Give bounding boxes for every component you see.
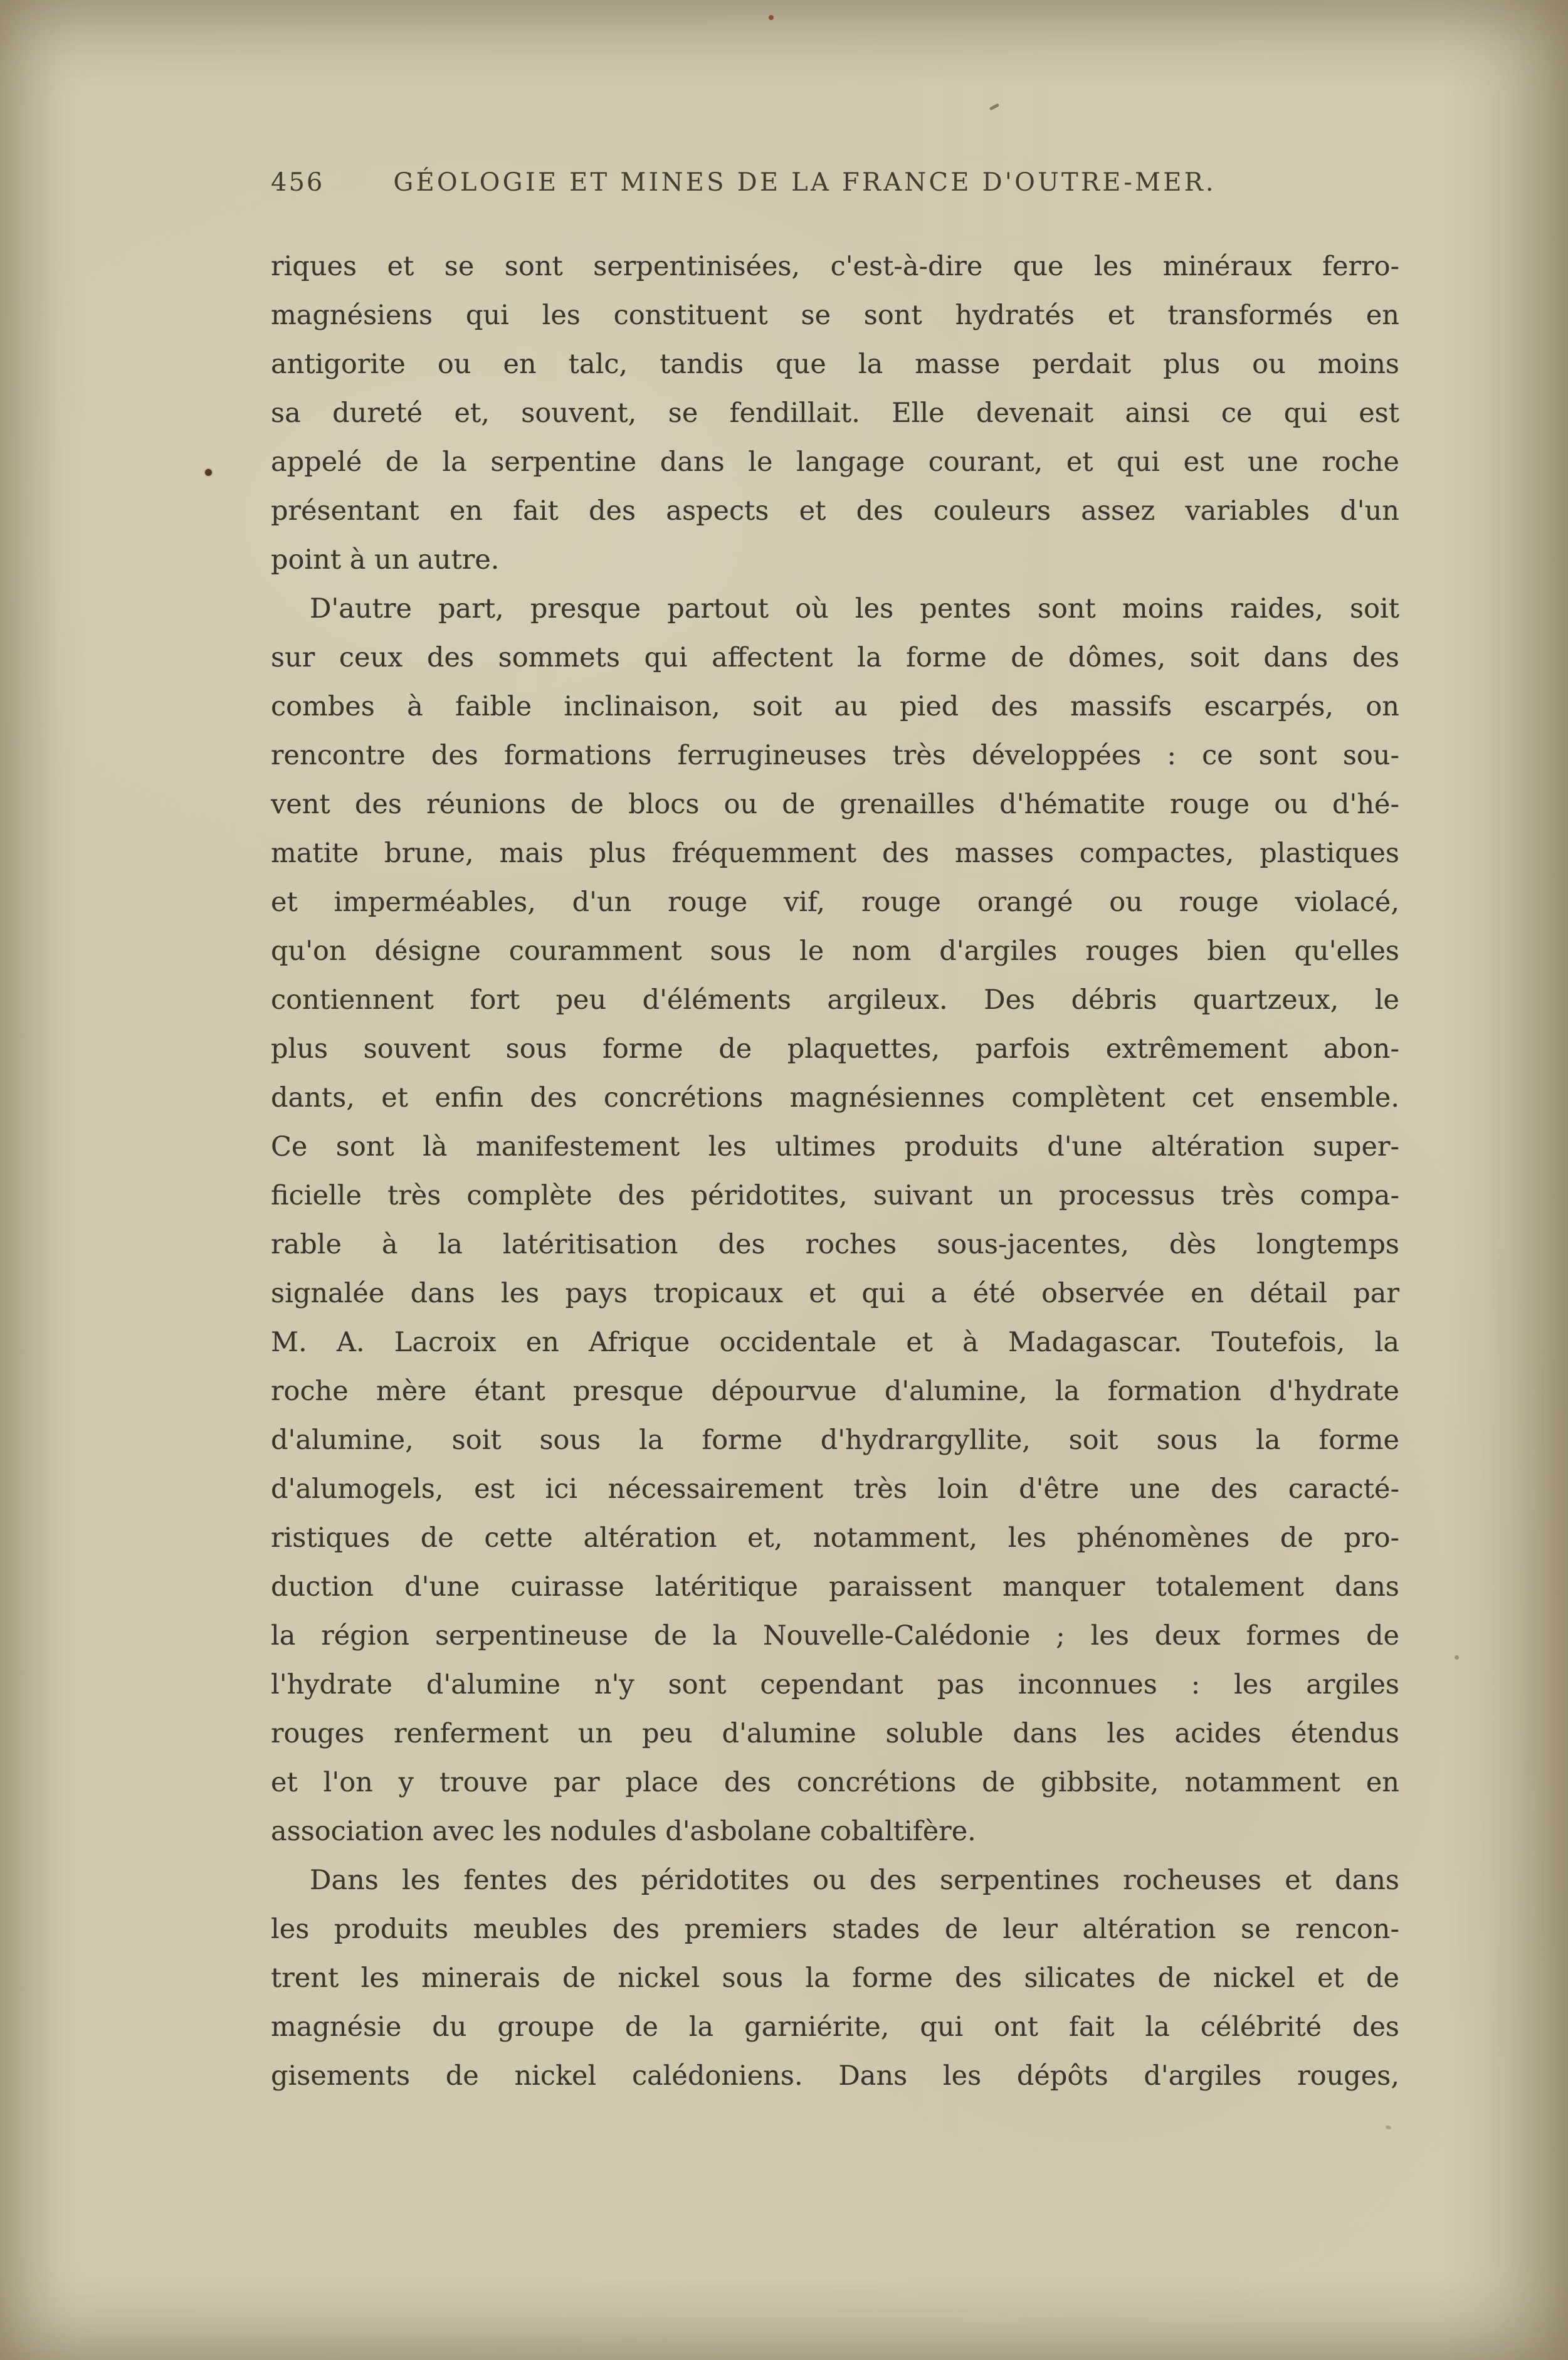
text-line: gisements de nickel calédoniens. Dans les dépôts d'argiles rouges, xyxy=(271,2060,1399,2092)
page-header xyxy=(271,168,1399,197)
ink-speck xyxy=(205,469,212,476)
text-line: sur ceux des sommets qui affectent la forme de dômes, soit dans des xyxy=(271,642,1399,673)
text-line: les produits meubles des premiers stades de leur altération se rencon- xyxy=(271,1914,1399,1945)
text-line: ristiques de cette altération et, notamment, les phénomènes de pro- xyxy=(271,1522,1399,1554)
ink-speck xyxy=(1385,2125,1391,2130)
text-line: matite brune, mais plus fréquemment des masses compactes, plastiques xyxy=(271,838,1399,869)
text-line: plus souvent sous forme de plaquettes, parfois extrêmement abon- xyxy=(271,1033,1399,1065)
text-line: présentant en fait des aspects et des couleurs assez variables d'un xyxy=(271,495,1399,527)
text-block xyxy=(271,242,1399,2100)
text-line: trent les minerais de nickel sous la forme des silicates de nickel et de xyxy=(271,1962,1399,1994)
page-number: 456 xyxy=(271,168,325,197)
ink-speck xyxy=(769,15,774,20)
text-line: d'alumogels, est ici nécessairement très loin d'être une des caracté- xyxy=(271,1473,1399,1505)
ink-speck xyxy=(989,103,999,111)
text-line: magnésie du groupe de la garniérite, qui ont fait la célébrité des xyxy=(271,2011,1399,2043)
text-line: Dans les fentes des péridotites ou des serpentines rocheuses et dans xyxy=(310,1865,1399,1896)
text-line: rouges renferment un peu d'alumine soluble dans les acides étendus xyxy=(271,1718,1399,1749)
text-line: riques et se sont serpentinisées, c'est-à-dire que les minéraux ferro- xyxy=(271,251,1399,282)
text-line: la région serpentineuse de la Nouvelle-Calédonie ; les deux formes de xyxy=(271,1620,1399,1651)
text-line: d'alumine, soit sous la forme d'hydrargyllite, soit sous la forme xyxy=(271,1425,1399,1456)
text-line: appelé de la serpentine dans le langage courant, et qui est une roche xyxy=(271,446,1399,478)
text-line: rable à la latéritisation des roches sous-jacentes, dès longtemps xyxy=(271,1229,1399,1260)
text-line: signalée dans les pays tropicaux et qui a été observée en détail par xyxy=(271,1278,1399,1309)
text-line: magnésiens qui les constituent se sont hydratés et transformés en xyxy=(271,300,1399,331)
text-line: l'hydrate d'alumine n'y sont cependant pas inconnues : les argiles xyxy=(271,1669,1399,1700)
text-line: Ce sont là manifestement les ultimes produits d'une altération super- xyxy=(271,1131,1399,1162)
text-line: roche mère étant presque dépourvue d'alumine, la formation d'hydrate xyxy=(271,1376,1399,1407)
text-line: duction d'une cuirasse latéritique paraissent manquer totalement dans xyxy=(271,1571,1399,1603)
text-line: dants, et enfin des concrétions magnésiennes complètent cet ensemble. xyxy=(271,1082,1399,1114)
text-line: sa dureté et, souvent, se fendillait. Elle devenait ainsi ce qui est xyxy=(271,398,1399,429)
ink-speck xyxy=(1455,1655,1459,1660)
text-line: combes à faible inclinaison, soit au pied des massifs escarpés, on xyxy=(271,691,1399,722)
running-title: GÉOLOGIE ET MINES DE LA FRANCE D'OUTRE-MER. xyxy=(393,168,1216,197)
text-line: association avec les nodules d'asbolane cobaltifère. xyxy=(271,1816,976,1847)
text-line: point à un autre. xyxy=(271,544,500,576)
text-line: contiennent fort peu d'éléments argileux. Des débris quartzeux, le xyxy=(271,984,1399,1016)
text-line: qu'on désigne couramment sous le nom d'argiles rouges bien qu'elles xyxy=(271,935,1399,967)
text-line: rencontre des formations ferrugineuses très développées : ce sont sou- xyxy=(271,740,1399,771)
text-line: M. A. Lacroix en Afrique occidentale et à Madagascar. Toutefois, la xyxy=(271,1327,1399,1358)
text-line: ficielle très complète des péridotites, suivant un processus très compa- xyxy=(271,1180,1399,1211)
text-line: vent des réunions de blocs ou de grenailles d'hématite rouge ou d'hé- xyxy=(271,789,1399,820)
text-line: et imperméables, d'un rouge vif, rouge orangé ou rouge violacé, xyxy=(271,887,1399,918)
text-line: et l'on y trouve par place des concrétions de gibbsite, notamment en xyxy=(271,1767,1399,1798)
text-line: antigorite ou en talc, tandis que la masse perdait plus ou moins xyxy=(271,349,1399,380)
text-line: D'autre part, presque partout où les pentes sont moins raides, soit xyxy=(310,593,1399,624)
